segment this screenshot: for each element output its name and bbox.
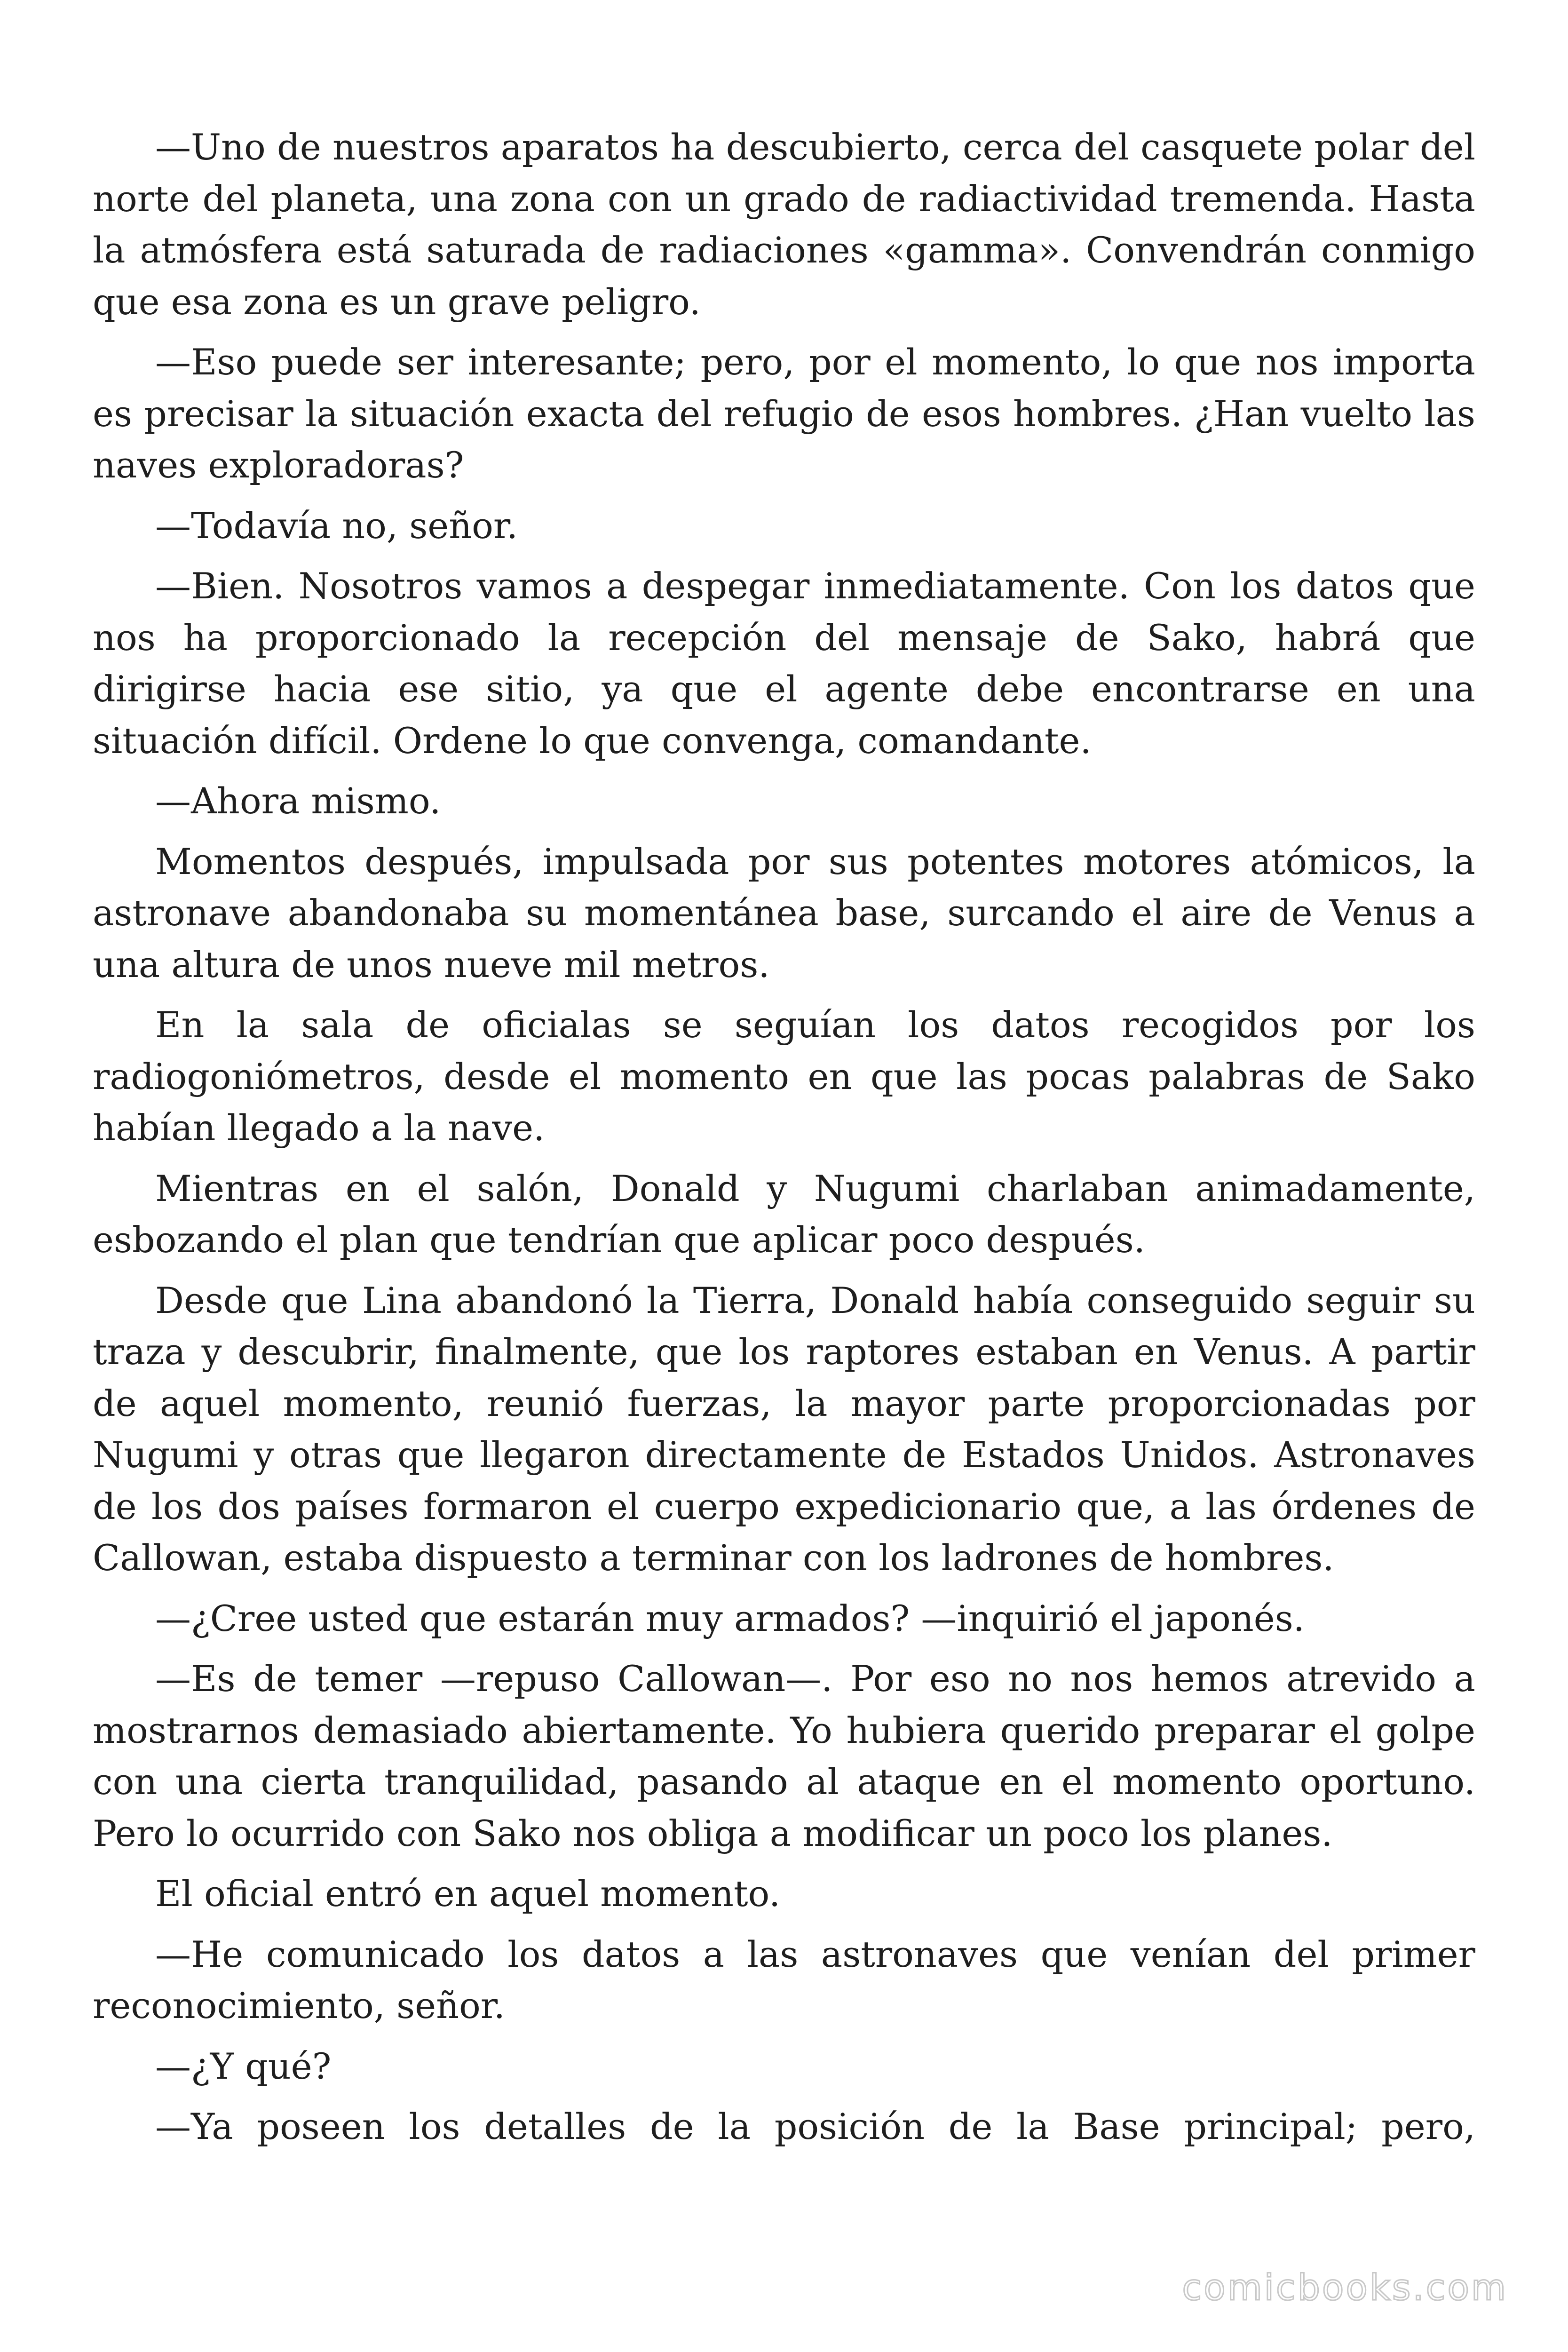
paragraph: —He comunicado los datos a las astronaves que venían del primer reconocimiento, señor. [93, 1933, 1475, 2026]
paragraph: —Uno de nuestros aparatos ha descubierto, cerca del casquete polar del norte del planeta, una zona con un grado de radiactividad tremenda. Hasta la atmósfera está saturada de radiaciones «gamma». Convendrán conmigo que esa zona es un grave peligro. [93, 126, 1475, 323]
paragraph: Mientras en el salón, Donald y Nugumi charlaban animadamente, esbozando el plan que tendrían que aplicar poco después. [93, 1167, 1475, 1261]
paragraph-continued: —Ya poseen los detalles de la posición de la Base principal; pero, [155, 2106, 1475, 2147]
paragraph: —Ahora mismo. [155, 780, 441, 822]
paragraph: Momentos después, impulsada por sus potentes motores atómicos, la astronave abandonaba su momentánea base, surcando el aire de Venus a una altura de unos nueve mil metros. [93, 840, 1475, 985]
paragraph: —Eso puede ser interesante; pero, por el momento, lo que nos importa es precisar la situación exacta del refugio de esos hombres. ¿Han vuelto las naves exploradoras? [93, 341, 1475, 486]
paragraph: El oficial entró en aquel momento. [155, 1873, 781, 1915]
paragraph: —¿Cree usted que estarán muy armados? —inquirió el japonés. [155, 1597, 1305, 1639]
paragraph: —Es de temer —repuso Callowan—. Por eso no nos hemos atrevido a mostrarnos demasiado abiertamente. Yo hubiera querido preparar el golpe con una cierta tranquilidad, pasando al ataque en el momento oportuno. Pero lo ocurrido con Sako nos obliga a modificar un poco los planes. [93, 1658, 1475, 1854]
text-body [93, 121, 1475, 2161]
paragraph: En la sala de oficialas se seguían los datos recogidos por los radiogoniómetros, desde el momento en que las pocas palabras de Sako habían llegado a la nave. [93, 1004, 1475, 1149]
paragraph: —Todavía no, señor. [155, 504, 518, 547]
paragraph: —Bien. Nosotros vamos a despegar inmediatamente. Con los datos que nos ha proporcionado la recepción del mensaje de Sako, habrá que dirigirse hacia ese sitio, ya que el agente debe encontrarse en una situación difícil. Ordene lo que convenga, comandante. [93, 565, 1475, 762]
paragraph: —¿Y qué? [155, 2045, 332, 2087]
paragraph: Desde que Lina abandonó la Tierra, Donald había conseguido seguir su traza y descubrir, finalmente, que los raptores estaban en Venus. A partir de aquel momento, reunió fuerzas, la mayor parte proporcionadas por Nugumi y otras que llegaron directamente de Estados Unidos. Astronaves de los dos países formaron el cuerpo expedicionario que, a las órdenes de Callowan, estaba dispuesto a terminar con los ladrones de hombres. [93, 1279, 1475, 1579]
watermark: comicbooks.com [1182, 2266, 1508, 2308]
